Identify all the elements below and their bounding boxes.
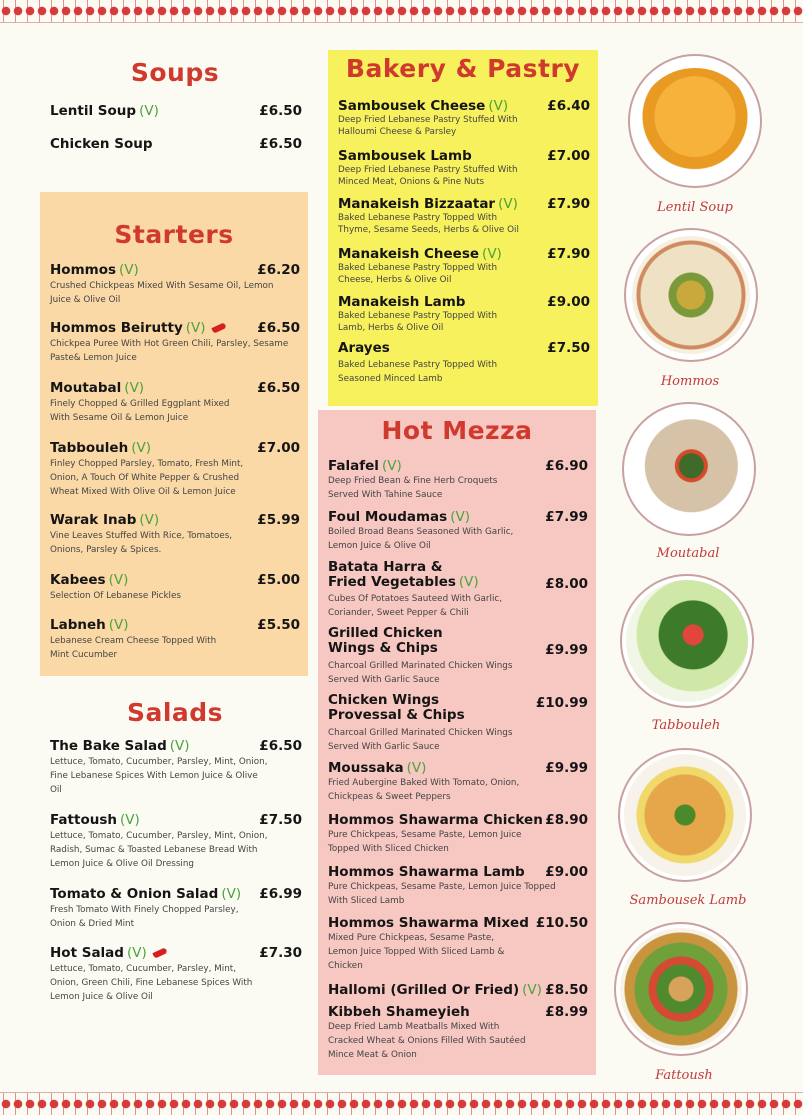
item-description: Pure Chickpeas, Sesame Paste, Lemon Juice Topped With Sliced Chicken xyxy=(328,830,522,854)
item-description: Charcoal Grilled Marinated Chicken Wings Served With Garlic Sauce xyxy=(328,661,513,685)
item-price: £5.00 xyxy=(257,572,300,588)
item-price: £10.99 xyxy=(535,695,588,711)
item-price: £9.99 xyxy=(545,642,588,658)
item-price: £6.50 xyxy=(257,320,300,336)
photo-caption: Lentil Soup xyxy=(657,200,733,215)
item-description: Baked Lebanese Pastry Topped With Seasoned Minced Lamb xyxy=(338,360,498,384)
item-name: Tabbouleh (V) xyxy=(50,440,151,456)
photo-caption: Tabbouleh xyxy=(651,718,721,733)
item-description: Chickpea Puree With Hot Green Chili, Parsley, Sesame Paste& Lemon Juice xyxy=(50,339,289,363)
item-price: £7.90 xyxy=(547,246,590,262)
hot-mezza-section xyxy=(318,410,596,1075)
decorative-top-border xyxy=(0,0,803,23)
item-name: Arayes xyxy=(338,340,390,356)
item-description: Finley Chopped Parsley, Tomato, Fresh Mint, Onion, A Touch Of White Pepper & Crushed Wheat Mixed With Olive Oil & Lemon Juice xyxy=(50,459,244,497)
item-price: £7.99 xyxy=(545,509,588,525)
item-name: Manakeish Bizzaatar (V) xyxy=(338,196,518,212)
item-name: Tomato & Onion Salad (V) xyxy=(50,886,242,902)
item-name: Manakeish Lamb xyxy=(338,294,466,310)
fattoush-photo xyxy=(614,922,748,1056)
item-description: Fresh Tomato With Finely Chopped Parsley, Onion & Dried Mint xyxy=(50,905,239,929)
item-name: Moussaka (V) xyxy=(328,760,427,776)
photo-caption: Fattoush xyxy=(655,1068,713,1083)
photo-caption: Moutabal xyxy=(656,546,720,561)
item-description: Deep Fried Lebanese Pastry Stuffed With Minced Meat, Onions & Pine Nuts xyxy=(338,165,518,187)
item-description: Deep Fried Bean & Fine Herb Croquets Served With Tahine Sauce xyxy=(328,476,498,500)
decorative-bottom-border xyxy=(0,1092,803,1115)
item-name: Foul Moudamas (V) xyxy=(328,509,470,525)
item-name: Labneh (V) xyxy=(50,617,129,633)
item-description: Vine Leaves Stuffed With Rice, Tomatoes, Onions, Parsley & Spices. xyxy=(50,531,233,555)
item-description: Deep Fried Lebanese Pastry Stuffed With Halloumi Cheese & Parsley xyxy=(338,115,518,137)
item-price: £7.00 xyxy=(547,148,590,164)
item-price: £8.99 xyxy=(545,1004,588,1020)
item-description: Cubes Of Potatoes Sauteed With Garlic, Coriander, Sweet Pepper & Chili xyxy=(328,594,503,618)
item-price: £6.99 xyxy=(259,886,302,902)
item-name: Hommos (V) xyxy=(50,262,139,278)
item-name: Hallomi (Grilled Or Fried) (V) xyxy=(328,982,542,998)
item-name: Moutabal (V) xyxy=(50,380,145,396)
bakery-pastry-section xyxy=(328,50,598,406)
moutabal-photo xyxy=(622,402,756,536)
item-name: Chicken Soup xyxy=(50,136,153,152)
salads-section xyxy=(40,692,310,1022)
item-description: Boiled Broad Beans Seasoned With Garlic, Lemon Juice & Olive Oil xyxy=(328,527,514,551)
item-name: Hommos Shawarma Chicken xyxy=(328,812,543,828)
item-price: £5.99 xyxy=(257,512,300,528)
item-name: Hommos Shawarma Mixed xyxy=(328,915,529,931)
lentil-soup-photo xyxy=(628,54,762,188)
hot-mezza-title: Hot Mezza xyxy=(381,416,533,445)
item-price: £7.50 xyxy=(547,340,590,356)
item-description: Mixed Pure Chickpeas, Sesame Paste, Lemon Juice Topped With Sliced Lamb & Chicken xyxy=(328,933,505,971)
item-price: £7.50 xyxy=(259,812,302,828)
item-price: £7.90 xyxy=(547,196,590,212)
sambousek-lamb-photo xyxy=(618,748,752,882)
item-description: Crushed Chickpeas Mixed With Sesame Oil, Lemon Juice & Olive Oil xyxy=(50,281,274,305)
item-name: Falafel (V) xyxy=(328,458,402,474)
item-price: £5.50 xyxy=(257,617,300,633)
item-price: £7.30 xyxy=(259,945,302,961)
item-description: Lebanese Cream Cheese Topped With Mint Cucumber xyxy=(50,636,217,660)
item-name: Sambousek Lamb xyxy=(338,148,472,164)
chili-icon xyxy=(211,322,226,333)
item-price: £10.50 xyxy=(535,915,588,931)
item-description: Pure Chickpeas, Sesame Paste, Lemon Juice Topped With Sliced Lamb xyxy=(328,882,556,906)
item-name: Hot Salad (V) xyxy=(50,945,167,961)
item-price: £6.50 xyxy=(259,103,302,119)
item-description: Baked Lebanese Pastry Topped With Lamb, Herbs & Olive Oil xyxy=(338,311,498,333)
item-name: Grilled Chicken Wings & Chips xyxy=(328,625,443,656)
item-price: £6.40 xyxy=(547,98,590,114)
item-name: The Bake Salad (V) xyxy=(50,738,190,754)
photo-caption: Sambousek Lamb xyxy=(629,893,747,908)
item-description: Charcoal Grilled Marinated Chicken Wings Served With Garlic Sauce xyxy=(328,728,513,752)
photo-caption: Hommos xyxy=(660,374,720,389)
item-description: Baked Lebanese Pastry Topped With Thyme, Sesame Seeds, Herbs & Olive Oil xyxy=(338,213,519,235)
item-price: £8.50 xyxy=(545,982,588,998)
item-name: Fattoush (V) xyxy=(50,812,140,828)
item-price: £9.99 xyxy=(545,760,588,776)
item-description: Baked Lebanese Pastry Topped With Cheese, Herbs & Olive Oil xyxy=(338,263,498,285)
item-description: Fried Aubergine Baked With Tomato, Onion, Chickpeas & Sweet Peppers xyxy=(328,778,520,802)
tabbouleh-photo xyxy=(620,574,754,708)
item-price: £8.00 xyxy=(545,576,588,592)
salads-title: Salads xyxy=(126,698,224,727)
bakery-title: Bakery & Pastry xyxy=(345,54,581,83)
item-description: Finely Chopped & Grilled Eggplant Mixed With Sesame Oil & Lemon Juice xyxy=(50,399,230,423)
item-price: £6.20 xyxy=(257,262,300,278)
item-description: Deep Fried Lamb Meatballs Mixed With Cracked Wheat & Onions Filled With Sautéed Mince Meat & Onion xyxy=(328,1022,526,1060)
item-name: Manakeish Cheese (V) xyxy=(338,246,502,262)
item-name: Kabees (V) xyxy=(50,572,129,588)
item-name: Chicken Wings Provessal & Chips xyxy=(328,692,465,723)
item-price: £7.00 xyxy=(257,440,300,456)
item-price: £9.00 xyxy=(547,294,590,310)
chili-icon xyxy=(152,947,167,958)
item-name: Warak Inab (V) xyxy=(50,512,160,528)
item-price: £8.90 xyxy=(545,812,588,828)
hommos-photo xyxy=(624,228,758,362)
item-price: £6.90 xyxy=(545,458,588,474)
item-name: Sambousek Cheese (V) xyxy=(338,98,509,114)
item-price: £6.50 xyxy=(259,136,302,152)
item-name: Hommos Shawarma Lamb xyxy=(328,864,525,880)
item-name: Batata Harra & Fried Vegetables (V) xyxy=(328,559,479,590)
item-name: Kibbeh Shameyieh xyxy=(328,1004,470,1020)
item-description: Lettuce, Tomato, Cucumber, Parsley, Mint, Onion, Green Chili, Fine Lebanese Spices With Lemon Juice & Olive Oil xyxy=(50,964,253,1002)
starters-title: Starters xyxy=(114,220,234,249)
item-price: £6.50 xyxy=(257,380,300,396)
item-description: Lettuce, Tomato, Cucumber, Parsley, Mint, Onion, Radish, Sumac & Toasted Lebanese Bread With Lemon Juice & Olive Oil Dressing xyxy=(50,831,268,869)
soups-title: Soups xyxy=(130,58,220,87)
item-price: £6.50 xyxy=(259,738,302,754)
item-description: Lettuce, Tomato, Cucumber, Parsley, Mint, Onion, Fine Lebanese Spices With Lemon Juice & Olive Oil xyxy=(50,757,268,795)
starters-section xyxy=(40,192,308,676)
soups-section xyxy=(40,48,310,168)
item-description: Selection Of Lebanese Pickles xyxy=(50,591,181,601)
item-name: Lentil Soup (V) xyxy=(50,103,159,119)
item-price: £9.00 xyxy=(545,864,588,880)
item-name: Hommos Beirutty (V) xyxy=(50,320,226,336)
